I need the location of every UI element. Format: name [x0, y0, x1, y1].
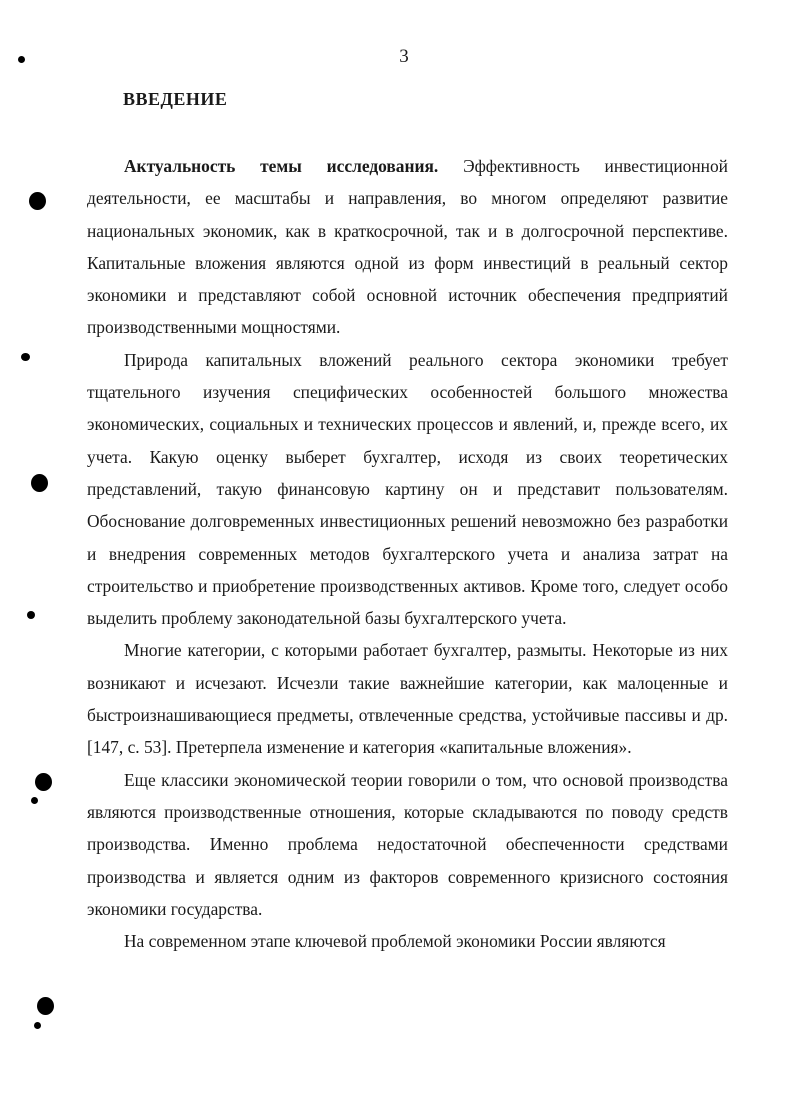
paragraph-current-stage: На современном этапе ключевой проблемой экономики России являются — [124, 931, 666, 952]
punch-hole — [31, 474, 48, 492]
punch-hole-mark — [34, 1022, 41, 1029]
paragraph-relevance — [87, 150, 728, 344]
paragraph-categories: Многие категории, с которыми работает бухгалтер, размыты. Некоторые из них возникают и исчезают. Исчезли такие важнейшие категории, как малоценные и быстроизнашивающиеся предметы, отвлеченные средства, устойчивые пассивы и др. [147, с. 53]. Претерпела изменение и категория «капитальные вложения». — [87, 640, 728, 758]
punch-hole — [35, 773, 52, 791]
punch-hole-mark — [21, 353, 30, 361]
page-number: 3 — [399, 46, 409, 67]
relevance-lead: Актуальность темы исследования. — [124, 156, 439, 176]
paragraph-nature: Природа капитальных вложений реального сектора экономики требует тщательного изучения специфических особенностей большого множества экономических, социальных и технических процессов и явлений, и, прежде всего, их учета. Какую оценку выберет бухгалтер, исходя из своих теоретических представлений, такую финансовую картину он и представит пользователям. Обоснование долговременных инвестиционных решений невозможно без разработки и внедрения современных методов бухгалтерского учета и анализа затрат на строительство и приобретение производственных активов. Кроме того, следует особо выделить проблему законодательной базы бухгалтерского учета. — [87, 349, 728, 629]
punch-hole-mark — [27, 611, 35, 619]
punch-hole — [29, 192, 46, 210]
paragraph-classics: Еще классики экономической теории говорили о том, что основой производства являются производственные отношения, которые складываются по поводу средств производства. Именно проблема недостаточной обеспеченности средствами производства и является одним из факторов современного кризисного состояния экономики государства. — [87, 769, 728, 919]
punch-hole-mark — [31, 797, 38, 804]
relevance-text: Эффективность инвестиционной деятельности, ее масштабы и направления, во многом определяют развитие национальных экономик, как в краткосрочной, так и в долгосрочной перспективе. Капитальные вложения являются одной из форм инвестиций в реальный сектор экономики и представляют собой основной источник обеспечения предприятий производственными мощностями. — [87, 156, 728, 338]
body-text — [87, 150, 728, 957]
punch-hole — [37, 997, 54, 1015]
punch-hole-mark — [18, 56, 25, 63]
section-heading: ВВЕДЕНИЕ — [123, 89, 228, 109]
